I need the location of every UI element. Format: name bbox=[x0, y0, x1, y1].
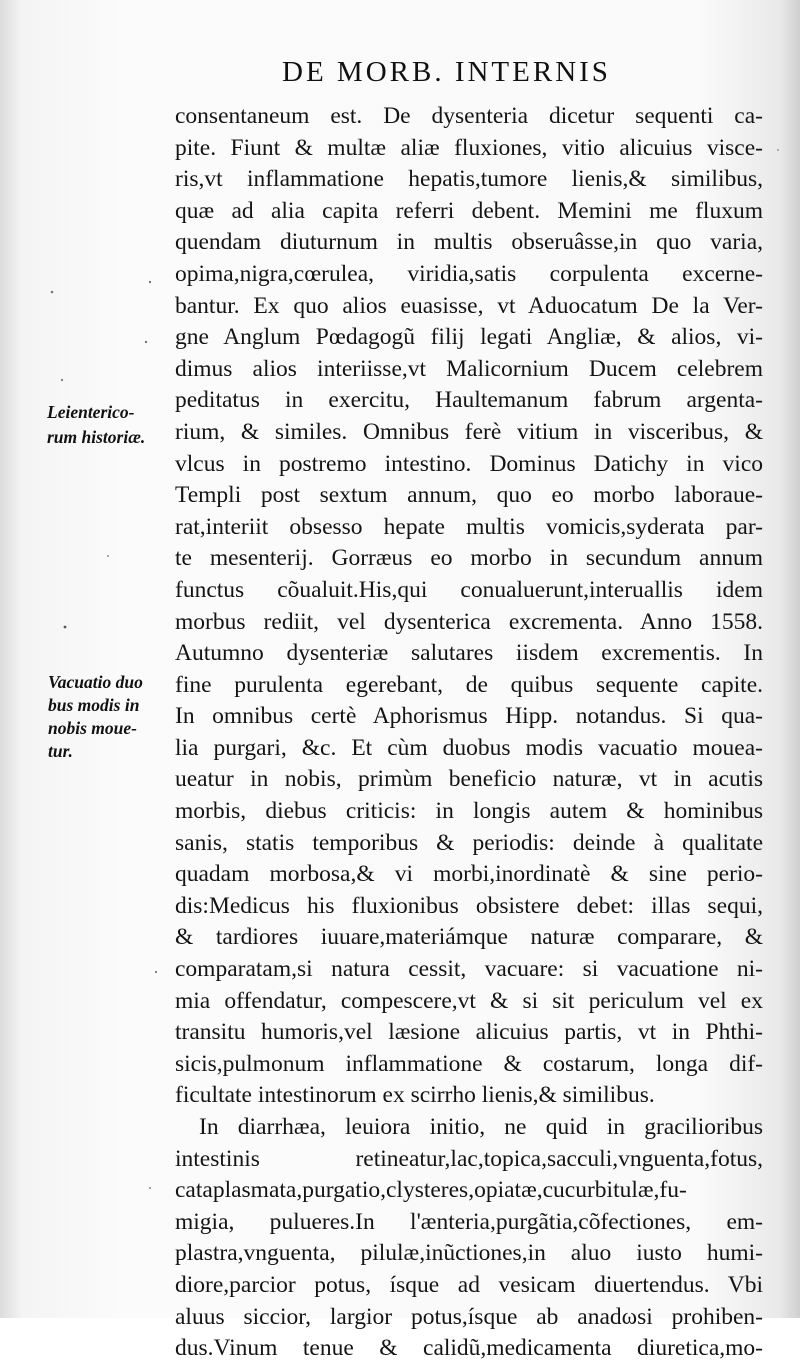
marginal-note-line: bus modis in bbox=[48, 695, 140, 715]
text-line: consentaneum est. De dysenteria dicetur sequenti ca- bbox=[175, 103, 763, 129]
text-line: dimus alios interiisse,vt Malicornium Ducem celebrem bbox=[175, 355, 763, 382]
text-line: quæ ad alia capita referri debent. Memini me fluxum bbox=[175, 197, 763, 224]
marginal-note-vacuatio bbox=[48, 671, 143, 763]
text-line: mia offendatur, compescere,vt & si sit periculum vel ex bbox=[175, 987, 763, 1014]
text-line: ueatur in nobis, primùm beneficio naturæ, vt in acutis bbox=[175, 766, 763, 793]
text-line: quendam diuturnum in multis obseruâsse,in quo varia, bbox=[175, 229, 763, 256]
text-line: & tardiores iuuare,materiámque naturæ comparare, & bbox=[175, 924, 763, 951]
marginal-note-line: Vacuatio duo bbox=[48, 672, 143, 692]
text-line: transitu humoris,vel læsione alicuius partis, vt in Phthi- bbox=[175, 1019, 763, 1046]
text-line: intestinis retineatur,lac,topica,sacculi,vnguenta,fotus, bbox=[175, 1145, 763, 1172]
marginal-note-line: tur. bbox=[48, 741, 73, 761]
text-line: rat,interiit obsesso hepate multis vomicis,syderata par- bbox=[175, 513, 763, 540]
text-line: dus.Vinum tenue & calidũ,medicamenta diuretica,mo- bbox=[175, 1335, 763, 1362]
text-line: quadam morbosa,& vi morbi,inordinatè & sine perio- bbox=[175, 861, 763, 888]
text-line: lia purgari, &c. Et cùm duobus modis vacuatio mouea- bbox=[175, 734, 763, 761]
text-line: pite. Fiunt & multæ aliæ fluxiones, vitio alicuius visce- bbox=[175, 134, 763, 161]
running-header: DE MORB. INTERNIS bbox=[282, 56, 611, 88]
text-line: functus cõualuit.His,qui conualuerunt,interuallis idem bbox=[175, 576, 763, 603]
text-line: comparatam,si natura cessit, vacuare: si vacuatione ni- bbox=[175, 956, 763, 983]
marginal-note-line: Leienterico- bbox=[47, 402, 135, 422]
text-line: ris,vt inflammatione hepatis,tumore lienis,& similibus, bbox=[175, 166, 763, 193]
text-line: In omnibus certè Aphorismus Hipp. notandus. Si qua- bbox=[175, 703, 763, 730]
text-line: morbis, diebus criticis: in longis autem & hominibus bbox=[175, 798, 763, 825]
marginal-note-line: rum historiæ. bbox=[47, 427, 146, 447]
text-line: dis:Medicus his fluxionibus obsistere debet: illas sequi, bbox=[175, 892, 763, 919]
text-line: sanis, statis temporibus & periodis: deinde à qualitate bbox=[175, 829, 763, 856]
text-line: migia, pulueres.In l'ænteria,purgãtia,cõfectiones, em- bbox=[175, 1208, 763, 1235]
text-line: opima,nigra,cœrulea, viridia,satis corpulenta excerne- bbox=[175, 260, 763, 287]
text-line: ficultate intestinorum ex scirrho lienis,& similibus. bbox=[175, 1082, 655, 1109]
text-line: aluus siccior, largior potus,ísque ab anadωsi prohiben- bbox=[175, 1303, 763, 1330]
text-line: fine purulenta egerebant, de quibus sequente capite. bbox=[175, 671, 763, 698]
text-line: sicis,pulmonum inflammatione & costarum, longa dif- bbox=[175, 1050, 763, 1077]
text-line: peditatus in exercitu, Haultemanum fabrum argenta- bbox=[175, 387, 763, 414]
marginal-note-line: nobis moue- bbox=[48, 718, 137, 738]
text-line: rium, & similes. Omnibus ferè vitium in visceribus, & bbox=[175, 418, 763, 445]
marginal-note-leientericorum bbox=[47, 400, 145, 450]
text-line: Autumno dysenteriæ salutares iisdem excrementis. In bbox=[175, 640, 763, 667]
text-line: gne Anglum Pœdagogũ filij legati Angliæ, & alios, vi- bbox=[175, 324, 763, 351]
text-line: bantur. Ex quo alios euasisse, vt Aduocatum De la Ver- bbox=[175, 292, 763, 319]
text-line: Templi post sextum annum, quo eo morbo laborauе- bbox=[175, 482, 763, 509]
text-line: plastra,vnguenta, pilulæ,inũctiones,in aluo iusto humi- bbox=[175, 1240, 763, 1267]
text-line: vlcus in postremo intestino. Dominus Datichy in vico bbox=[175, 450, 763, 477]
text-line: te mesenterij. Gorræus eo morbo in secundum annum bbox=[175, 545, 763, 572]
text-line: cataplasmata,purgatio,clysteres,opiatæ,cucurbitulæ,fu- bbox=[175, 1177, 687, 1204]
text-line: morbus rediit, vel dysenterica excrementa. Anno 1558. bbox=[175, 608, 763, 635]
text-line: diore,parcior potus, ísque ad vesicam diuertendus. Vbi bbox=[175, 1271, 763, 1298]
body-text bbox=[175, 101, 763, 1365]
text-line: In diarrhæa, leuiora initio, ne quid in gracilioribus bbox=[199, 1114, 763, 1140]
